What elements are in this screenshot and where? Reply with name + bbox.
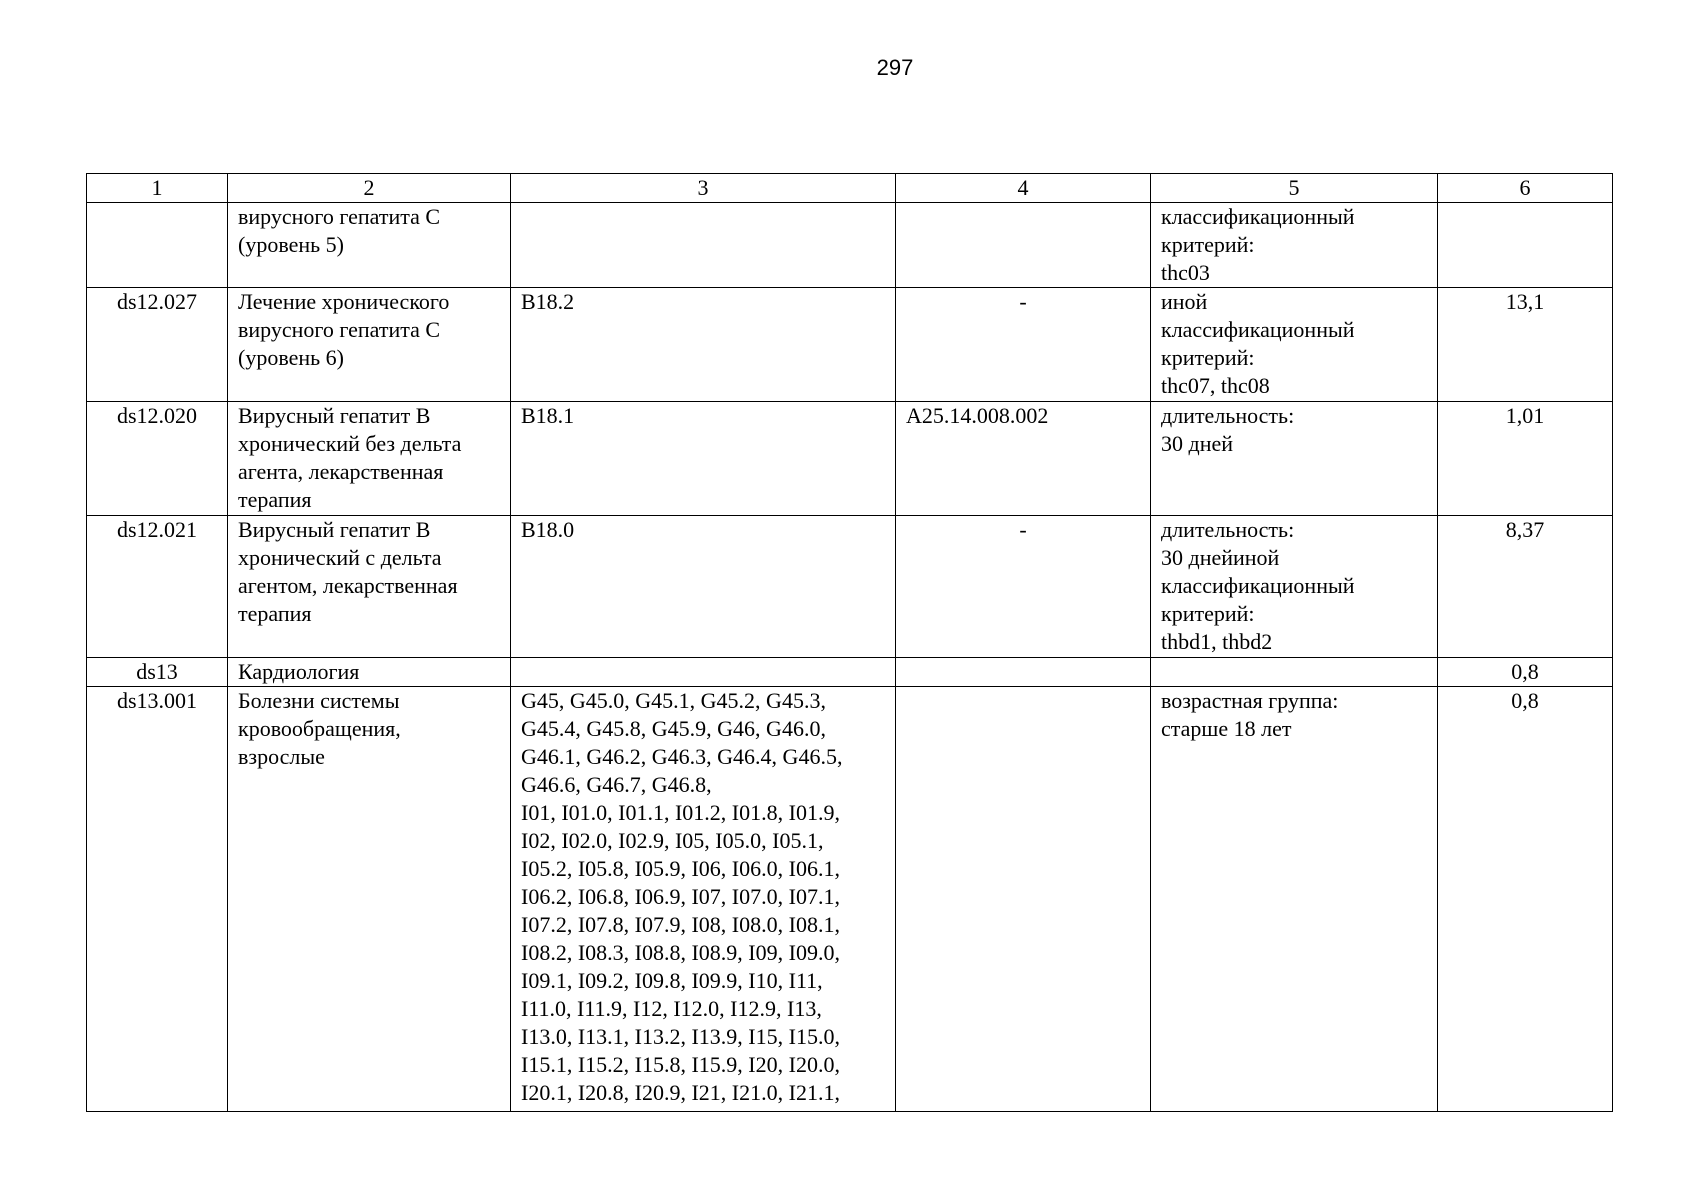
code-cell: ds13: [87, 658, 228, 687]
coef-cell: [1438, 203, 1613, 288]
service-cell: A25.14.008.002: [896, 402, 1151, 516]
icd-cell: [511, 658, 896, 687]
code-cell: ds13.001: [87, 687, 228, 1112]
coef-cell: 8,37: [1438, 516, 1613, 658]
name-cell: Лечение хронического вирусного гепатита С (уровень 6): [228, 288, 511, 402]
column-header: 6: [1438, 174, 1613, 203]
coef-cell: 1,01: [1438, 402, 1613, 516]
service-cell: -: [896, 516, 1151, 658]
icd-cell: G45, G45.0, G45.1, G45.2, G45.3, G45.4, G45.8, G45.9, G46, G46.0, G46.1, G46.2, G46.3, G46.4, G46.5, G46.6, G46.7, G46.8, I01, I01.0, I01.1, I01.2, I01.8, I01.9, I02, I02.0, I02.9, I05, I05.0, I05.1, I05.2, I05.8, I05.9, I06, I06.0, I06.1, I06.2, I06.8, I06.9, I07, I07.0, I07.1, I07.2, I07.8, I07.9, I08, I08.0, I08.1, I08.2, I08.3, I08.8, I08.9, I09, I09.0, I09.1, I09.2, I09.8, I09.9, I10, I11, I11.0, I11.9, I12, I12.0, I12.9, I13, I13.0, I13.1, I13.2, I13.9, I15, I15.0, I15.1, I15.2, I15.8, I15.9, I20, I20.0, I20.1, I20.8, I20.9, I21, I21.0, I21.1,: [511, 687, 896, 1112]
table-header-row: [87, 174, 1613, 203]
column-header: 3: [511, 174, 896, 203]
table-row: [87, 516, 1613, 658]
table-row: [87, 203, 1613, 288]
table-row: [87, 288, 1613, 402]
icd-cell: B18.1: [511, 402, 896, 516]
name-cell: Вирусный гепатит В хронический с дельта агентом, лекарственная терапия: [228, 516, 511, 658]
coef-cell: 0,8: [1438, 687, 1613, 1112]
column-header: 4: [896, 174, 1151, 203]
coef-cell: 13,1: [1438, 288, 1613, 402]
table-row: [87, 658, 1613, 687]
criteria-cell: [1151, 658, 1438, 687]
column-header: 2: [228, 174, 511, 203]
service-cell: [896, 658, 1151, 687]
code-cell: ds12.021: [87, 516, 228, 658]
page-number: 297: [876, 55, 914, 80]
criteria-cell: возрастная группа: старше 18 лет: [1151, 687, 1438, 1112]
table-row: [87, 402, 1613, 516]
name-cell: Вирусный гепатит В хронический без дельта агента, лекарственная терапия: [228, 402, 511, 516]
coef-cell: 0,8: [1438, 658, 1613, 687]
column-header: 5: [1151, 174, 1438, 203]
code-cell: ds12.027: [87, 288, 228, 402]
criteria-cell: длительность: 30 днейиной классификационный критерий: thbd1, thbd2: [1151, 516, 1438, 658]
name-cell: вирусного гепатита С (уровень 5): [228, 203, 511, 288]
service-cell: [896, 687, 1151, 1112]
criteria-cell: иной классификационный критерий: thc07, thc08: [1151, 288, 1438, 402]
code-cell: ds12.020: [87, 402, 228, 516]
name-cell: Болезни системы кровообращения, взрослые: [228, 687, 511, 1112]
criteria-cell: классификационный критерий: thc03: [1151, 203, 1438, 288]
icd-cell: [511, 203, 896, 288]
tariff-table: [86, 173, 1613, 1112]
column-header: 1: [87, 174, 228, 203]
icd-cell: B18.0: [511, 516, 896, 658]
service-cell: -: [896, 288, 1151, 402]
icd-cell: B18.2: [511, 288, 896, 402]
service-cell: [896, 203, 1151, 288]
criteria-cell: длительность: 30 дней: [1151, 402, 1438, 516]
code-cell: [87, 203, 228, 288]
table-row: [87, 687, 1613, 1112]
name-cell: Кардиология: [228, 658, 511, 687]
